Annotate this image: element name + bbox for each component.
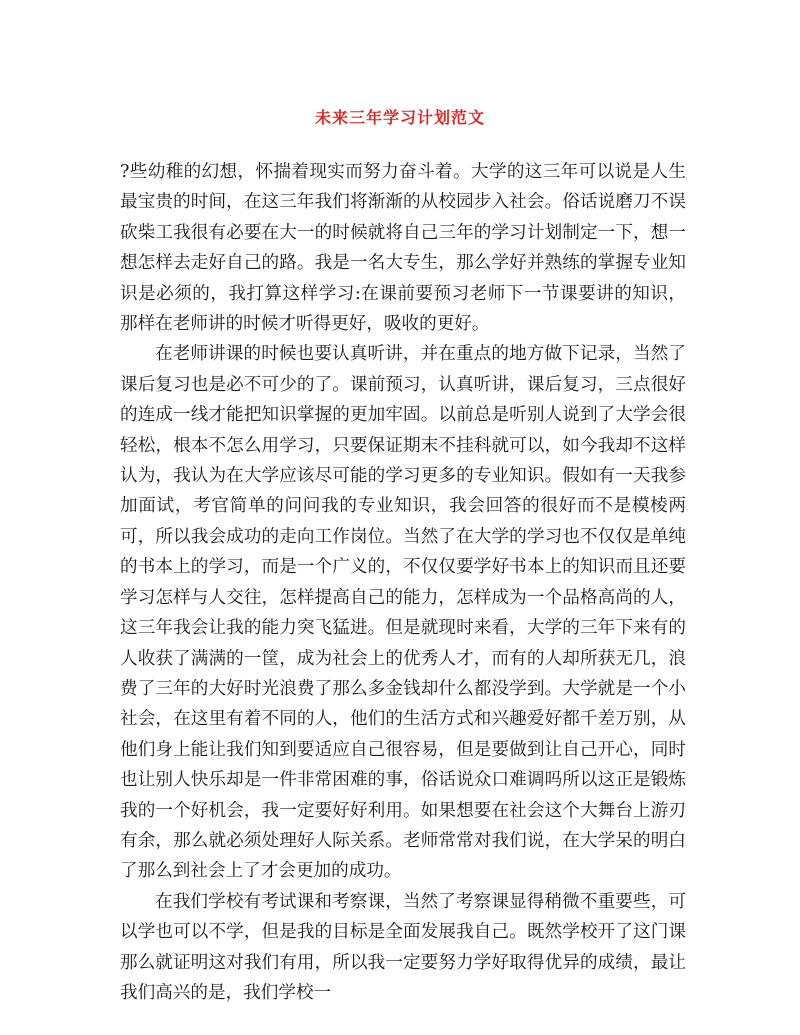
paragraph-1: ?些幼稚的幻想，怀揣着现实而努力奋斗着。大学的这三年可以说是人生最宝贵的时间，在这三年我们将渐渐的从校园步入社会。俗话说磨刀不误砍柴工我很有必要在大一的时候就将自己三年的学习计划制定一下，想一想怎样去走好自己的路。我是一名大专生，那么学好并熟练的掌握专业知识是必须的，我打算这样学习:在课前要预习老师下一节课要讲的知识，那样在老师讲的时候才听得更好，吸收的更好。 — [120, 162, 686, 335]
document-body — [120, 157, 686, 1008]
document-title: 未来三年学习计划范文 — [314, 108, 485, 127]
paragraph-3: 在我们学校有考试课和考察课，当然了考察课显得稍微不重要些，可以学也可以不学，但是我的目标是全面发展我自己。既然学校开了这门课那么就证明这对我们有用，所以我一定要努力学好取得优异的成绩，最让我们高兴的是，我们学校一 — [120, 891, 686, 1003]
paragraph-2: 在老师讲课的时候也要认真听讲，并在重点的地方做下记录，当然了课后复习也是必不可少的了。课前预习，认真听讲，课后复习，三点很好的连成一线才能把知识掌握的更加牢固。以前总是听别人说到了大学会很轻松，根本不怎么用学习，只要保证期末不挂科就可以，如今我却不这样认为，我认为在大学应该尽可能的学习更多的专业知识。假如有一天我参加面试，考官简单的问问我的专业知识，我会回答的很好而不是模棱两可，所以我会成功的走向工作岗位。当然了在大学的学习也不仅仅是单纯的书本上的学习，而是一个广义的，不仅仅要学好书本上的知识而且还要学习怎样与人交往，怎样提高自己的能力，怎样成为一个品格高尚的人，这三年我会让我的能力突飞猛进。但是就现时来看，大学的三年下来有的人收获了满满的一筐，成为社会上的优秀人才，而有的人却所获无几，浪费了三年的大好时光浪费了那么多金钱却什么都没学到。大学就是一个小社会，在这里有着不同的人，他们的生活方式和兴趣爱好都千差万别，从他们身上能让我们知到要适应自己很容易，但是要做到让自己开心，同时也让别人快乐却是一件非常困难的事，俗话说众口难调吗所以这正是锻炼我的一个好机会，我一定要好好利用。如果想要在社会这个大舞台上游刃有余，那么就必须处理好人际关系。老师常常对我们说，在大学呆的明白了那么到社会上了才会更加的成功。 — [120, 344, 686, 882]
